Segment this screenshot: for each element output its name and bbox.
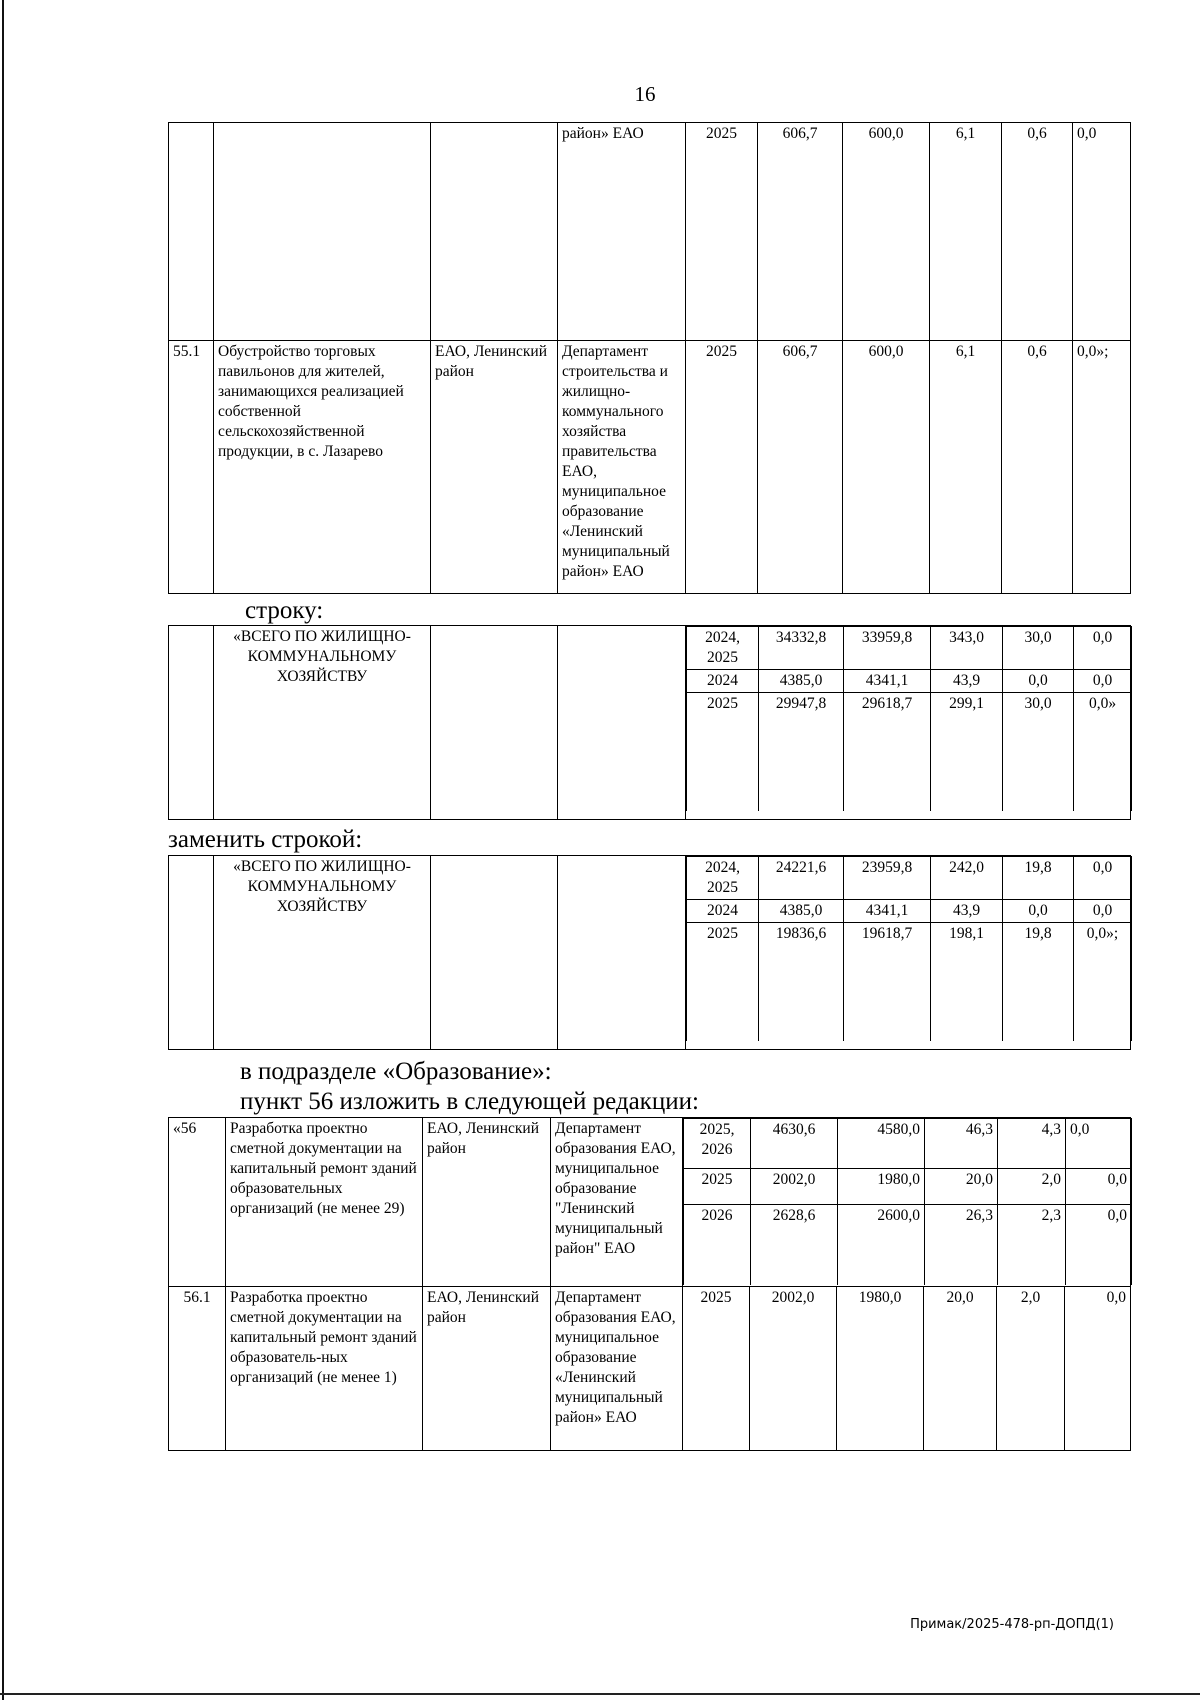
cell-fed: 33959,8	[844, 627, 931, 670]
cell-executor	[558, 626, 686, 820]
cell-fed: 19618,7	[844, 923, 931, 1041]
cell-reg: 20,0	[925, 1169, 998, 1205]
caption-row: строку:	[245, 597, 324, 624]
cell-name: Обустройство торговых павильонов для жителей, занимающихся реализацией собственной сельскохозяйственной продукции, в с. Лазарево	[214, 341, 431, 594]
table-row	[684, 1205, 1132, 1285]
cell-year: 2026	[684, 1205, 751, 1285]
cell-total: 2628,6	[751, 1205, 838, 1285]
caption-subsection: в подразделе «Образование»:	[240, 1058, 552, 1085]
cell-fed: 4341,1	[844, 900, 931, 923]
cell-location	[431, 856, 558, 1050]
cell-executor: Департамент образования ЕАО, муниципальное образование «Ленинский муниципальный район» ЕАО	[551, 1287, 683, 1451]
cell-location: ЕАО, Ленинский район	[423, 1118, 551, 1287]
cell-total: 606,7	[758, 123, 843, 341]
cell-name: «ВСЕГО ПО ЖИЛИЩНО-КОММУНАЛЬНОМУ ХОЗЯЙСТВУ	[214, 626, 431, 820]
table-new-total	[168, 855, 1131, 1050]
scan-edge-bottom	[0, 1693, 1200, 1695]
cell-total: 29947,8	[759, 693, 844, 811]
cell-year: 2024, 2025	[687, 627, 759, 670]
subrows	[683, 1118, 1131, 1287]
cell-loc: 19,8	[1003, 923, 1074, 1041]
cell-total: 24221,6	[759, 857, 844, 900]
cell-year: 2025, 2026	[684, 1119, 751, 1169]
table-row	[169, 341, 1131, 594]
cell-fed: 23959,8	[844, 857, 931, 900]
cell-total: 4385,0	[759, 670, 844, 693]
table-row	[687, 627, 1132, 670]
cell-loc: 0,6	[1002, 123, 1073, 341]
cell-other: 0,0	[1074, 670, 1132, 693]
table-row	[169, 1118, 1131, 1287]
cell-fed: 1980,0	[837, 1287, 924, 1451]
cell-fed: 600,0	[843, 123, 930, 341]
caption-item-56: пункт 56 изложить в следующей редакции:	[240, 1088, 699, 1115]
cell-reg: 43,9	[931, 900, 1003, 923]
cell-total: 2002,0	[751, 1169, 838, 1205]
cell-other: 0,0	[1074, 900, 1132, 923]
cell-year: 2025	[683, 1287, 750, 1451]
cell-fed: 1980,0	[838, 1169, 925, 1205]
cell-other: 0,0	[1074, 627, 1132, 670]
table-row	[684, 1169, 1132, 1205]
cell-other: 0,0	[1066, 1205, 1132, 1285]
cell-reg: 242,0	[931, 857, 1003, 900]
table-row	[169, 123, 1131, 341]
cell-name: «ВСЕГО ПО ЖИЛИЩНО-КОММУНАЛЬНОМУ ХОЗЯЙСТВУ	[214, 856, 431, 1050]
cell-loc: 0,0	[1003, 670, 1074, 693]
cell-loc: 30,0	[1003, 627, 1074, 670]
cell-reg: 198,1	[931, 923, 1003, 1041]
cell-number	[169, 626, 214, 820]
cell-fed: 600,0	[843, 341, 930, 594]
cell-year: 2025	[684, 1169, 751, 1205]
cell-loc: 2,0	[997, 1287, 1065, 1451]
page-number: 16	[634, 82, 656, 106]
cell-name	[214, 123, 431, 341]
cell-year: 2024	[687, 900, 759, 923]
cell-number: «56	[169, 1118, 226, 1287]
cell-other: 0,0	[1065, 1287, 1131, 1451]
cell-other: 0,0»	[1074, 693, 1132, 811]
table-top	[168, 122, 1131, 594]
cell-loc: 2,0	[998, 1169, 1066, 1205]
cell-location	[431, 123, 558, 341]
cell-executor: Департамент строительства и жилищно-коммунального хозяйства правительства ЕАО, муниципальное образование «Ленинский муниципальный район» ЕАО	[558, 341, 686, 594]
cell-loc: 0,0	[1003, 900, 1074, 923]
cell-location	[431, 626, 558, 820]
scan-edge-left	[2, 0, 4, 1700]
cell-reg: 20,0	[924, 1287, 997, 1451]
cell-loc: 0,6	[1002, 341, 1073, 594]
cell-executor: Департамент образования ЕАО, муниципальное образование "Ленинский муниципальный район" ЕАО	[551, 1118, 683, 1287]
cell-other: 0,0	[1073, 123, 1131, 341]
cell-total: 4630,6	[751, 1119, 838, 1169]
cell-other: 0,0	[1074, 857, 1132, 900]
cell-reg: 43,9	[931, 670, 1003, 693]
cell-year: 2024	[687, 670, 759, 693]
cell-number: 56.1	[169, 1287, 226, 1451]
table-row	[687, 670, 1132, 693]
table-old-total	[168, 625, 1131, 820]
cell-other: 0,0	[1066, 1119, 1132, 1169]
cell-loc: 2,3	[998, 1205, 1066, 1285]
document-code: Примак/2025-478-рп-ДОПД(1)	[910, 1617, 1114, 1632]
table-row	[687, 923, 1132, 1041]
table-56	[168, 1117, 1131, 1451]
cell-number: 55.1	[169, 341, 214, 594]
cell-total: 19836,6	[759, 923, 844, 1041]
cell-year: 2025	[687, 693, 759, 811]
cell-year: 2025	[686, 341, 758, 594]
cell-loc: 19,8	[1003, 857, 1074, 900]
cell-year: 2025	[687, 923, 759, 1041]
cell-other: 0,0	[1066, 1169, 1132, 1205]
cell-loc: 30,0	[1003, 693, 1074, 811]
subrows	[686, 626, 1131, 820]
cell-executor	[558, 856, 686, 1050]
cell-other: 0,0»;	[1073, 341, 1131, 594]
cell-fed: 4580,0	[838, 1119, 925, 1169]
cell-total: 606,7	[758, 341, 843, 594]
cell-other: 0,0»;	[1074, 923, 1132, 1041]
table-row	[687, 857, 1132, 900]
cell-total: 34332,8	[759, 627, 844, 670]
table-row	[687, 693, 1132, 811]
cell-reg: 343,0	[931, 627, 1003, 670]
cell-year: 2024, 2025	[687, 857, 759, 900]
cell-fed: 29618,7	[844, 693, 931, 811]
cell-reg: 6,1	[930, 341, 1002, 594]
cell-executor: район» ЕАО	[558, 123, 686, 341]
table-row	[687, 900, 1132, 923]
cell-number	[169, 856, 214, 1050]
cell-reg: 299,1	[931, 693, 1003, 811]
caption-replace: заменить строкой:	[168, 826, 363, 853]
cell-total: 2002,0	[750, 1287, 837, 1451]
cell-reg: 26,3	[925, 1205, 998, 1285]
cell-location: ЕАО, Ленинский район	[431, 341, 558, 594]
table-row	[169, 856, 1131, 1050]
cell-name: Разработка проектно сметной документации на капитальный ремонт зданий образовательных организаций (не менее 29)	[226, 1118, 423, 1287]
cell-fed: 2600,0	[838, 1205, 925, 1285]
table-row	[169, 1287, 1131, 1451]
cell-location: ЕАО, Ленинский район	[423, 1287, 551, 1451]
subrows	[686, 856, 1131, 1050]
cell-reg: 6,1	[930, 123, 1002, 341]
cell-name: Разработка проектно сметной документации на капитальный ремонт зданий образователь-ных организаций (не менее 1)	[226, 1287, 423, 1451]
cell-number	[169, 123, 214, 341]
table-row	[169, 626, 1131, 820]
cell-loc: 4,3	[998, 1119, 1066, 1169]
table-row	[684, 1119, 1132, 1169]
cell-year: 2025	[686, 123, 758, 341]
cell-reg: 46,3	[925, 1119, 998, 1169]
cell-fed: 4341,1	[844, 670, 931, 693]
cell-total: 4385,0	[759, 900, 844, 923]
